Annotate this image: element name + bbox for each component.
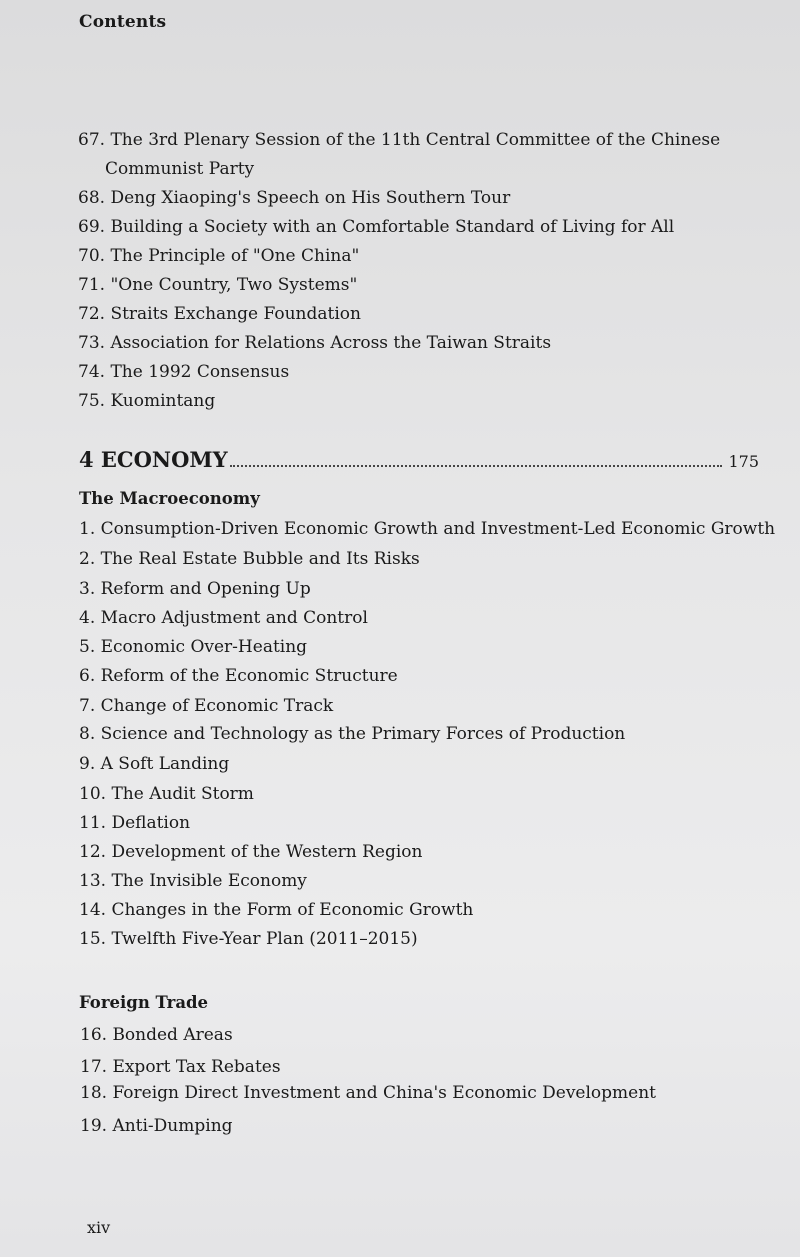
toc-entry: 17. Export Tax Rebates [80, 1057, 281, 1077]
toc-entry: 12. Development of the Western Region [79, 842, 423, 862]
toc-entry: 14. Changes in the Form of Economic Growth [79, 900, 474, 920]
toc-entry: 7. Change of Economic Track [79, 696, 334, 716]
toc-entry: 4. Macro Adjustment and Control [79, 608, 368, 628]
toc-entry: 70. The Principle of "One China" [78, 246, 360, 266]
page-number: xiv [87, 1218, 111, 1237]
toc-entry: 1. Consumption-Driven Economic Growth and Investment-Led Economic Growth [79, 519, 776, 539]
running-header: Contents [79, 12, 167, 32]
toc-entry: 68. Deng Xiaoping's Speech on His Southern Tour [78, 188, 511, 208]
chapter-page-number: 175 [728, 452, 759, 471]
subsection-heading: The Macroeconomy [79, 489, 260, 508]
toc-entry: 19. Anti-Dumping [80, 1116, 233, 1136]
toc-entry: 67. The 3rd Plenary Session of the 11th Central Committee of the Chinese [78, 130, 721, 150]
toc-entry: 9. A Soft Landing [79, 754, 230, 774]
toc-entry: 73. Association for Relations Across the Taiwan Straits [78, 333, 552, 353]
toc-entry: 71. "One Country, Two Systems" [78, 275, 358, 295]
leader-dots [230, 465, 723, 467]
toc-entry: 8. Science and Technology as the Primary Forces of Production [79, 724, 626, 744]
toc-entry: 75. Kuomintang [78, 391, 216, 411]
toc-entry: 11. Deflation [79, 813, 191, 833]
toc-entry: 6. Reform of the Economic Structure [79, 666, 398, 686]
toc-entry: 74. The 1992 Consensus [78, 362, 290, 382]
toc-entry: 18. Foreign Direct Investment and China's Economic Development [80, 1083, 657, 1103]
toc-entry: 69. Building a Society with an Comfortable Standard of Living for All [78, 217, 675, 237]
chapter-title: 4 ECONOMY [79, 447, 228, 472]
chapter-heading[interactable] [79, 447, 759, 472]
toc-entry: 72. Straits Exchange Foundation [78, 304, 361, 324]
toc-entry: 16. Bonded Areas [80, 1025, 233, 1045]
toc-entry: 5. Economic Over-Heating [79, 637, 308, 657]
toc-entry: 2. The Real Estate Bubble and Its Risks [79, 549, 420, 569]
toc-entry: 15. Twelfth Five-Year Plan (2011–2015) [79, 929, 418, 949]
subsection-heading: Foreign Trade [79, 993, 209, 1012]
toc-entry: 3. Reform and Opening Up [79, 579, 311, 599]
toc-entry: 13. The Invisible Economy [79, 871, 307, 891]
toc-entry: 10. The Audit Storm [79, 784, 254, 804]
toc-entry-continuation: Communist Party [105, 159, 255, 179]
